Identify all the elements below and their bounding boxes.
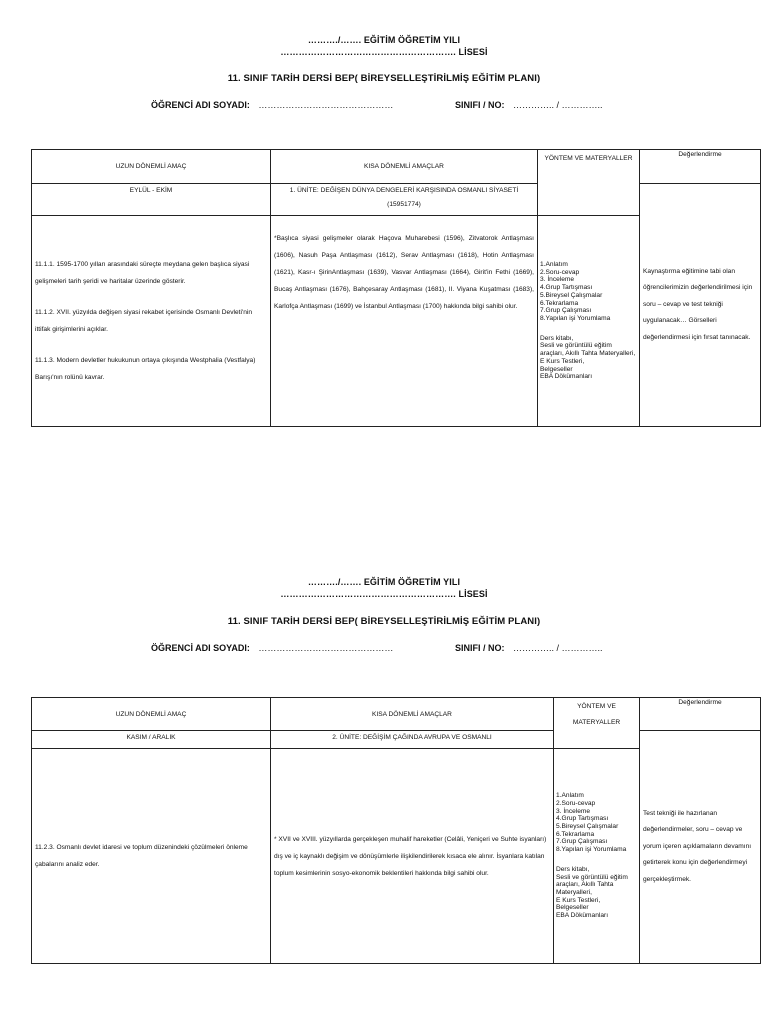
class-no-label: SINIFI / NO: — [455, 643, 505, 653]
evaluation-cell: Kaynaştırma eğitimine tabi olan öğrencilerimizin değerlendirilmesi için soru – cevap ve test tekniği uygulanacak… Görselleri değerlendirmesi için fırsat tanınacak. — [640, 184, 761, 427]
period-cell: KASIM / ARALIK — [32, 731, 271, 749]
material-item: EBA Dökümanları — [556, 912, 609, 920]
header-evaluation: Değerlendirme — [640, 698, 761, 731]
class-no-label: SINIFI / NO: — [455, 100, 505, 110]
long-term-goal: 11.2.3. Osmanlı devlet idaresi ve toplum düzenindeki çözülmeleri önleme çabalarını analiz eder. — [35, 844, 248, 868]
method-item: 8.Yapılan işi Yorumlama — [540, 315, 611, 322]
header-evaluation: Değerlendirme — [640, 150, 761, 184]
plan-title: 11. SINIF TARİH DERSİ BEP( BİREYSELLEŞTİRİLMİŞ EĞİTİM PLANI) — [227, 73, 541, 84]
short-term-goal-cell: *Başlıca siyasi gelişmeler olarak Haçova Muharebesi (1596), Zitvatorok Antlaşması (1606), Nasuh Paşa Antlaşması (1612), Serav Antlaşması (1618), Hotin Antlaşması (1621), Kasr-ı ŞirinAntlaşması (1639), Vasvar Antlaşması (1664), Girit'in Fethi (1669), Bucaş Antlaşması (1676), Bahçesaray Antlaşması (1681), II. Viyana Kuşatması (1683), Karlofça Antlaşması (1699) ve İstanbul Antlaşması (1700) hakkında bilgi sahibi olur. — [271, 216, 538, 427]
material-item: E Kurs Testleri, — [556, 896, 601, 904]
method-item: 7.Grup Çalışması — [556, 838, 608, 846]
student-name-label: ÖĞRENCİ ADI SOYADI: — [151, 643, 250, 653]
student-name-label: ÖĞRENCİ ADI SOYADI: — [151, 100, 250, 110]
method-item: 6.Tekrarlama — [556, 830, 595, 838]
material-item: EBA Dökümanları — [540, 373, 593, 381]
method-item: 1.Anlatım — [556, 792, 584, 800]
header-short-term: KISA DÖNEMLİ AMAÇLAR — [271, 698, 554, 731]
period-cell: EYLÜL - EKİM — [32, 184, 271, 216]
unit-cell: 1. ÜNİTE: DEĞİŞEN DÜNYA DENGELERİ KARŞISINDA OSMANLI SİYASETİ (15951774) — [271, 184, 538, 216]
bep-table — [31, 149, 761, 427]
long-term-goals-cell — [32, 749, 271, 964]
class-no-blank: ………….. / ………….. — [513, 643, 603, 653]
material-item: E Kurs Testleri, — [540, 357, 585, 365]
long-term-goals-cell — [32, 216, 271, 427]
method-item: 4.Grup Tartışması — [540, 284, 593, 292]
material-item: Sesli ve görüntülü eğitim araçları, Akıllı Tahta Materyalleri, — [540, 342, 636, 358]
school-line: …………………………………………………. LİSESİ — [280, 47, 488, 57]
student-name-row — [151, 100, 393, 110]
method-item: 2.Soru-cevap — [540, 268, 580, 276]
evaluation-cell: Test tekniği ile hazırlanan değerlendirmeler, soru – cevap ve yorum içeren açıklamaların devamını getirterek konu için değerlendirmeyi gerçekleştirmek. — [640, 731, 761, 964]
header-long-term: UZUN DÖNEMLİ AMAÇ — [32, 150, 271, 184]
method-item: 4.Grup Tartışması — [556, 815, 609, 823]
student-name-blank: ……………………………………… — [258, 643, 394, 653]
bep-table — [31, 697, 761, 964]
header-long-term: UZUN DÖNEMLİ AMAÇ — [32, 698, 271, 731]
header-methods: YÖNTEM VE MATERYALLER — [538, 150, 640, 216]
methods-cell — [554, 749, 640, 964]
method-item: 8.Yapılan işi Yorumlama — [556, 846, 627, 854]
header-short-term: KISA DÖNEMLİ AMAÇLAR — [271, 150, 538, 184]
methods-cell — [538, 216, 640, 427]
class-no-row — [455, 643, 603, 653]
method-item: 3. İnceleme — [540, 276, 575, 284]
method-item: 6.Tekrarlama — [540, 299, 579, 307]
method-item: 5.Bireysel Çalışmalar — [556, 823, 619, 831]
long-term-goal: 11.1.1. 1595-1700 yılları arasındaki süreçte meydana gelen başlıca siyasi gelişmeleri tarih şeridi ve haritalar üzerinde gösterir. — [35, 261, 250, 285]
class-no-blank: ………….. / ………….. — [513, 100, 603, 110]
method-item: 3. İnceleme — [556, 807, 591, 815]
long-term-goal: 11.1.2. XVII. yüzyılda değişen siyasi rekabet içerisinde Osmanlı Devleti'nin ittifak girişimlerini açıklar. — [35, 309, 253, 333]
material-item: Ders kitabı, — [540, 334, 574, 342]
student-name-blank: ……………………………………… — [258, 100, 394, 110]
material-item: Belgeseller — [540, 365, 573, 373]
material-item: Belgeseller — [556, 904, 589, 912]
school-line: …………………………………………………. LİSESİ — [280, 589, 488, 599]
plan-title: 11. SINIF TARİH DERSİ BEP( BİREYSELLEŞTİRİLMİŞ EĞİTİM PLANI) — [227, 616, 541, 627]
header-methods: YÖNTEM VE MATERYALLER — [554, 698, 640, 749]
method-item: 2.Soru-cevap — [556, 799, 596, 807]
method-item: 1.Anlatım — [540, 261, 568, 269]
academic-year-line: ………./……. EĞİTİM ÖĞRETİM YILI — [307, 577, 461, 587]
unit-cell: 2. ÜNİTE: DEĞİŞİM ÇAĞINDA AVRUPA VE OSMANLI — [271, 731, 554, 749]
short-term-goal-cell: * XVII ve XVIII. yüzyıllarda gerçekleşen muhalif hareketler (Celâli, Yeniçeri ve Suhte isyanları) dış ve iç kaynaklı değişim ve dönüşümlerle ilişkilendirilerek kısaca ele alınır. İsyanlara katılan toplum kesimlerinin sosyo-ekonomik beklentileri hakkında bilgi sahibi olur. — [271, 749, 554, 964]
material-item: Sesli ve görüntülü eğitim araçları, Akıllı Tahta Materyalleri, — [556, 873, 628, 896]
student-name-row — [151, 643, 393, 653]
material-item: Ders kitabı, — [556, 865, 590, 873]
academic-year-line: ………./……. EĞİTİM ÖĞRETİM YILI — [307, 35, 461, 45]
class-no-row — [455, 100, 603, 110]
method-item: 7.Grup Çalışması — [540, 307, 592, 315]
long-term-goal: 11.1.3. Modern devletler hukukunun ortaya çıkışında Westphalia (Vestfalya) Barışı'nın rolünü kavrar. — [35, 357, 256, 381]
method-item: 5.Bireysel Çalışmalar — [540, 291, 603, 299]
